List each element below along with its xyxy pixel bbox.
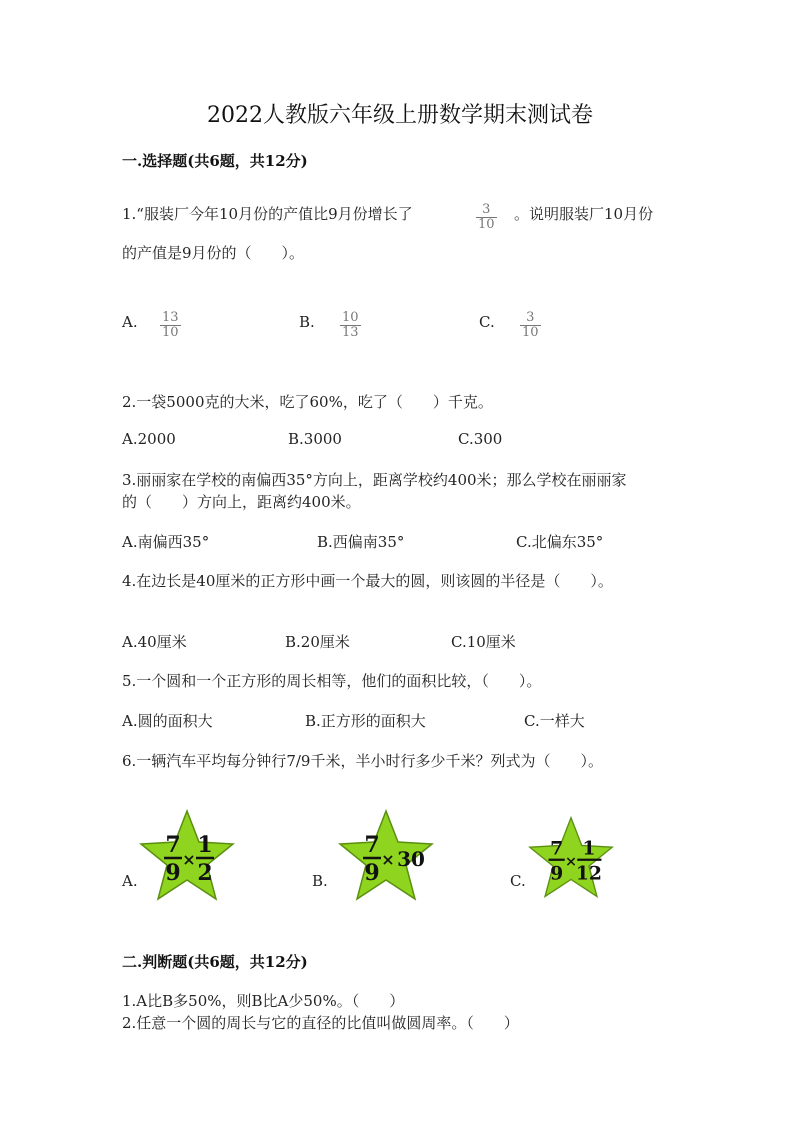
option-c: C.一样大: [524, 712, 585, 730]
question-4-text: 4.在边长是40厘米的正方形中画一个最大的圆，则该圆的半径是（ ）。: [122, 572, 613, 590]
fraction-denominator: 10: [478, 216, 495, 232]
star-right-numerator: 1: [197, 832, 213, 858]
option-c-label: C.: [510, 872, 526, 890]
fraction-denominator: 10: [522, 324, 539, 340]
option-b-label: B.: [299, 313, 315, 331]
option-b-fraction: [340, 306, 361, 339]
fraction-numerator: 10: [342, 310, 359, 325]
question-1-text-c: 的产值是9月份的（ ）。: [122, 244, 305, 262]
option-c: C.300: [458, 430, 503, 448]
question-3-line-2: 的（ ）方向上，距离约400米。: [122, 493, 361, 511]
option-c: C.10厘米: [451, 633, 516, 651]
fraction-numerator: 3: [482, 202, 491, 217]
fraction-numerator: 3: [526, 310, 535, 325]
option-c-fraction: [520, 306, 541, 339]
section-heading-choice: 一.选择题(共6题，共12分): [122, 152, 308, 170]
option-a-label: A.: [122, 872, 138, 890]
fraction-denominator: 13: [342, 324, 359, 340]
question-2-text: 2.一袋5000克的大米，吃了60%，吃了（ ）千克。: [122, 393, 493, 411]
star-option-b: [336, 808, 436, 904]
times-sign: ×: [182, 850, 196, 869]
star-numerator: 7: [550, 837, 564, 860]
question-6-text: 6.一辆汽车平均每分钟行7/9千米，半小时行多少千米？列式为（ ）。: [122, 752, 603, 770]
option-a: A.圆的面积大: [122, 712, 213, 730]
star-right-numerator: 1: [582, 837, 596, 860]
true-false-question-2: 2.任意一个圆的周长与它的直径的比值叫做圆周率。（ ）: [122, 1014, 519, 1032]
fraction-numerator: 13: [162, 310, 179, 325]
star-option-a: [137, 808, 237, 904]
option-a: A.2000: [122, 430, 176, 448]
option-b: B.20厘米: [285, 633, 350, 651]
section-heading-true-false: 二.判断题(共6题，共12分): [122, 953, 308, 971]
star-right-integer: 30: [397, 847, 425, 871]
option-a-fraction: [160, 306, 181, 339]
question-1-text-b: 。说明服装厂10月份: [514, 205, 654, 223]
question-5-text: 5.一个圆和一个正方形的周长相等，他们的面积比较，（ ）。: [122, 672, 542, 690]
star-denominator: 9: [550, 862, 564, 885]
times-sign: ×: [381, 850, 395, 869]
option-b: B.3000: [288, 430, 342, 448]
times-sign: ×: [564, 854, 578, 871]
true-false-question-1: 1.A比B多50%，则B比A少50%。（ ）: [122, 992, 405, 1010]
page-title: 2022人教版六年级上册数学期末测试卷: [207, 103, 593, 128]
option-b: B.正方形的面积大: [305, 712, 426, 730]
star-option-c: [526, 815, 616, 901]
option-c-label: C.: [479, 313, 495, 331]
star-denominator: 9: [364, 860, 380, 886]
option-a: A.南偏西35°: [122, 533, 210, 551]
option-c: C.北偏东35°: [516, 533, 604, 551]
fraction-denominator: 10: [162, 324, 179, 340]
option-a: A.40厘米: [122, 633, 187, 651]
option-b: B.西偏南35°: [317, 533, 405, 551]
star-right-denominator: 2: [197, 860, 213, 886]
option-b-label: B.: [312, 872, 328, 890]
star-numerator: 7: [364, 832, 380, 858]
option-a-label: A.: [122, 313, 138, 331]
star-right-denominator: 12: [575, 862, 603, 885]
star-numerator: 7: [165, 832, 181, 858]
star-denominator: 9: [165, 860, 181, 886]
question-1-text-a: 1.“服装厂今年10月份的产值比9月份增长了: [122, 205, 413, 223]
question-1-fraction: [476, 198, 497, 231]
question-3-line-1: 3.丽丽家在学校的南偏西35°方向上，距离学校约400米；那么学校在丽丽家: [122, 471, 627, 489]
